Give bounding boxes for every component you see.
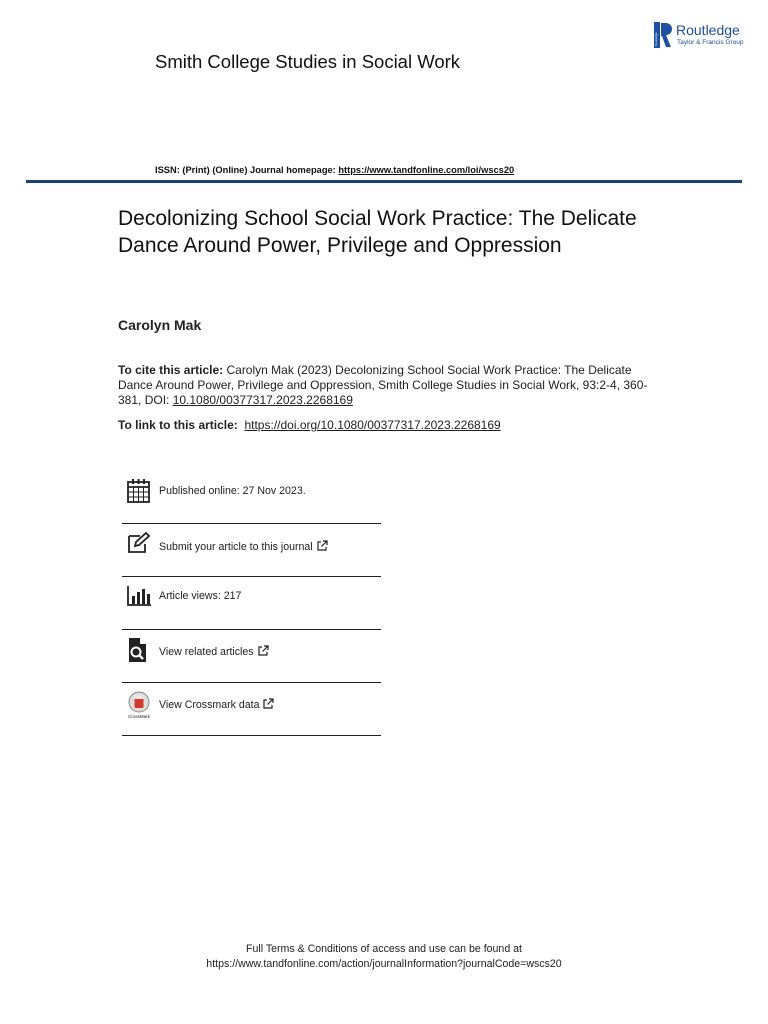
author-name: Carolyn Mak (118, 317, 202, 333)
logo-vertical-text: Routledge (654, 32, 658, 46)
issn-prefix: ISSN: (Print) (Online) Journal homepage: (155, 165, 339, 175)
calendar-icon (126, 478, 152, 504)
article-link-line (118, 418, 501, 432)
citation-label: To cite this article: (118, 363, 224, 377)
header-rule (26, 180, 742, 183)
views-row (122, 584, 381, 610)
article-doi-link[interactable]: https://doi.org/10.1080/00377317.2023.2268169 (244, 418, 501, 432)
submit-row[interactable] (122, 531, 381, 559)
article-title: Decolonizing School Social Work Practice: The Delicate Dance Around Power, Privilege and Oppression (118, 207, 637, 257)
submit-article-label: Submit your article to this journal (159, 541, 313, 553)
related-articles-link[interactable] (159, 645, 269, 658)
edit-icon (126, 531, 152, 557)
divider (122, 523, 381, 524)
external-link-icon (262, 698, 274, 710)
citation-block (118, 363, 648, 408)
footer (0, 942, 768, 972)
divider (122, 682, 381, 683)
publisher-subtitle: Taylor & Francis Group (677, 39, 744, 46)
submit-article-link[interactable] (159, 540, 328, 553)
bar-chart-icon (126, 584, 152, 610)
crossmark-icon (125, 690, 153, 720)
citation-text: Carolyn Mak (2023) Decolonizing School Social Work Practice: The Delicate Dance Around Power, Privilege and Oppression, Smith College Studies in Social Work, 93:2-4, 360-381, DOI: (118, 363, 648, 407)
link-label: To link to this article: (118, 418, 238, 432)
journal-homepage-link[interactable]: https://www.tandfonline.com/loi/wscs20 (338, 165, 515, 175)
crossmark-label: View Crossmark data (159, 699, 260, 711)
divider (122, 629, 381, 630)
citation-doi-link[interactable]: 10.1080/00377317.2023.2268169 (172, 393, 353, 407)
document-search-icon (126, 637, 152, 663)
publisher-name: Routledge (676, 22, 740, 38)
external-link-icon (257, 645, 269, 657)
external-link-icon (316, 540, 328, 552)
journal-title: Smith College Studies in Social Work (155, 51, 461, 72)
published-row (122, 478, 381, 506)
published-date: Published online: 27 Nov 2023. (159, 485, 306, 497)
divider (122, 576, 381, 577)
divider (122, 735, 381, 736)
routledge-logo (654, 22, 750, 50)
related-articles-label: View related articles (159, 646, 254, 658)
footer-terms: Full Terms & Conditions of access and use can be found at (246, 943, 522, 955)
article-views: Article views: 217 (159, 590, 242, 602)
crossmark-row[interactable] (122, 690, 381, 720)
crossmark-icon-text: CrossMark (128, 714, 150, 719)
routledge-logo-icon (654, 22, 672, 48)
crossmark-link[interactable] (159, 698, 274, 711)
related-row[interactable] (122, 637, 381, 665)
footer-terms-link[interactable]: https://www.tandfonline.com/action/journalInformation?journalCode=wscs20 (206, 958, 562, 970)
issn-line (155, 165, 514, 175)
